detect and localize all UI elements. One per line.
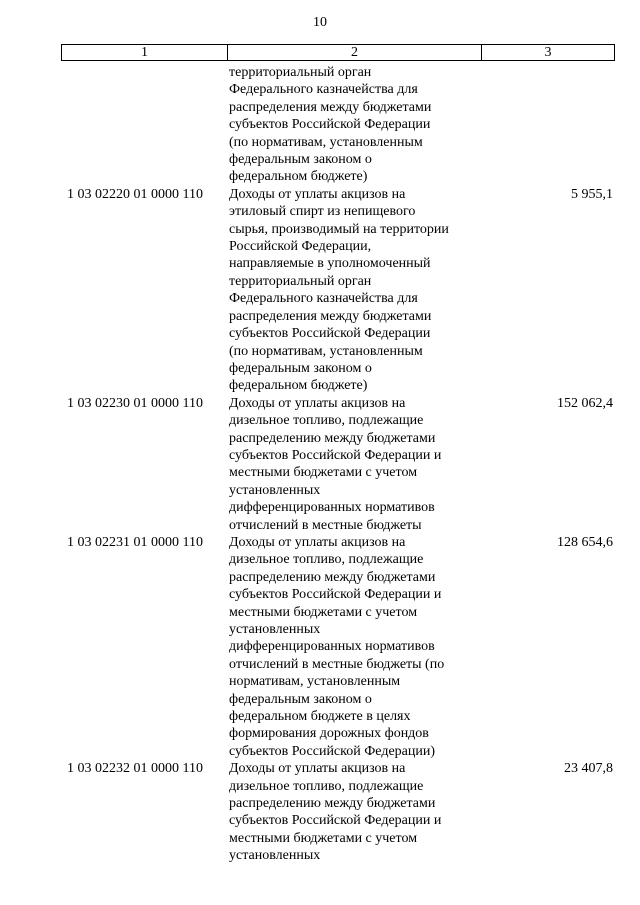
table-row	[61, 186, 615, 395]
description-line: субъектов Российской Федерации	[229, 326, 431, 342]
description-line: формирования дорожных фондов	[229, 726, 429, 742]
description-line: субъектов Российской Федерации и	[229, 587, 442, 603]
description-line: дизельное топливо, подлежащие	[229, 778, 424, 794]
header-col-3: 3	[544, 45, 552, 60]
description-line: федеральным законом о	[229, 152, 372, 168]
description-line: направляемые в уполномоченный	[229, 256, 431, 272]
description-line: распределению между бюджетами	[229, 569, 436, 585]
description-line: (по нормативам, установленным	[229, 134, 423, 150]
description-line: распределению между бюджетами	[229, 796, 436, 812]
description-line: Доходы от уплаты акцизов на	[229, 534, 406, 550]
table-row	[61, 534, 615, 760]
amount: 5 955,1	[571, 186, 613, 202]
description-line: дифференцированных нормативов	[229, 500, 435, 516]
amount	[481, 64, 615, 186]
description-line: Российской Федерации,	[229, 239, 372, 255]
page-number: 10	[313, 15, 327, 30]
description-line: федеральным законом о	[229, 360, 372, 376]
description-line: распределению между бюджетами	[229, 430, 436, 446]
description-line: отчислений в местные бюджеты	[229, 517, 422, 533]
budget-code: 1 03 02220 01 0000 110	[67, 186, 203, 202]
description-line: Федерального казначейства для	[229, 291, 418, 307]
income-description	[227, 64, 481, 186]
description-line: федеральным законом о	[229, 691, 372, 707]
description-line: местными бюджетами с учетом	[229, 830, 418, 846]
description-line: нормативам, установленным	[229, 674, 401, 690]
description-line: федеральном бюджете в целях	[229, 709, 411, 725]
income-description	[227, 186, 481, 395]
description-line: сырья, производимый на территории	[229, 221, 449, 237]
description-line: местными бюджетами с учетом	[229, 604, 418, 620]
income-description	[227, 395, 481, 534]
table-row	[61, 760, 615, 864]
header-col-2: 2	[228, 45, 482, 60]
description-line: федеральном бюджете)	[229, 169, 368, 185]
description-line: распределения между бюджетами	[229, 308, 432, 324]
description-line: субъектов Российской Федерации	[229, 117, 431, 133]
table-header	[61, 44, 615, 61]
description-line: субъектов Российской Федерации и	[229, 447, 442, 463]
description-line: Доходы от уплаты акцизов на	[229, 395, 406, 411]
table-body	[61, 64, 615, 865]
description-line: субъектов Российской Федерации)	[229, 743, 436, 759]
description-line: этиловый спирт из непищевого	[229, 204, 416, 220]
description-line: субъектов Российской Федерации и	[229, 813, 442, 829]
budget-code: 1 03 02231 01 0000 110	[67, 534, 203, 550]
description-line: (по нормативам, установленным	[229, 343, 423, 359]
description-line: установленных	[229, 848, 321, 864]
income-description	[227, 534, 481, 760]
description-line: дизельное топливо, подлежащие	[229, 413, 424, 429]
table-row	[61, 395, 615, 534]
budget-code: 1 03 02230 01 0000 110	[67, 395, 203, 411]
description-line: отчислений в местные бюджеты (по	[229, 656, 445, 672]
amount: 128 654,6	[557, 534, 613, 550]
description-line: дизельное топливо, подлежащие	[229, 552, 424, 568]
table-row	[61, 64, 615, 186]
description-line: Доходы от уплаты акцизов на	[229, 186, 406, 202]
description-line: распределения между бюджетами	[229, 99, 432, 115]
description-line: установленных	[229, 622, 321, 637]
header-col-1: 1	[62, 45, 228, 60]
description-line: федеральном бюджете)	[229, 378, 368, 394]
description-line: дифференцированных нормативов	[229, 639, 435, 655]
income-description	[227, 760, 481, 864]
description-line: Федерального казначейства для	[229, 82, 418, 98]
budget-code: 1 03 02232 01 0000 110	[67, 761, 203, 777]
budget-code	[61, 64, 227, 186]
description-line: территориальный орган	[229, 65, 372, 80]
description-line: установленных	[229, 482, 321, 498]
amount: 23 407,8	[564, 761, 613, 777]
description-line: территориальный орган	[229, 273, 372, 289]
description-line: Доходы от уплаты акцизов на	[229, 761, 406, 777]
amount: 152 062,4	[557, 395, 613, 411]
description-line: местными бюджетами с учетом	[229, 465, 418, 481]
